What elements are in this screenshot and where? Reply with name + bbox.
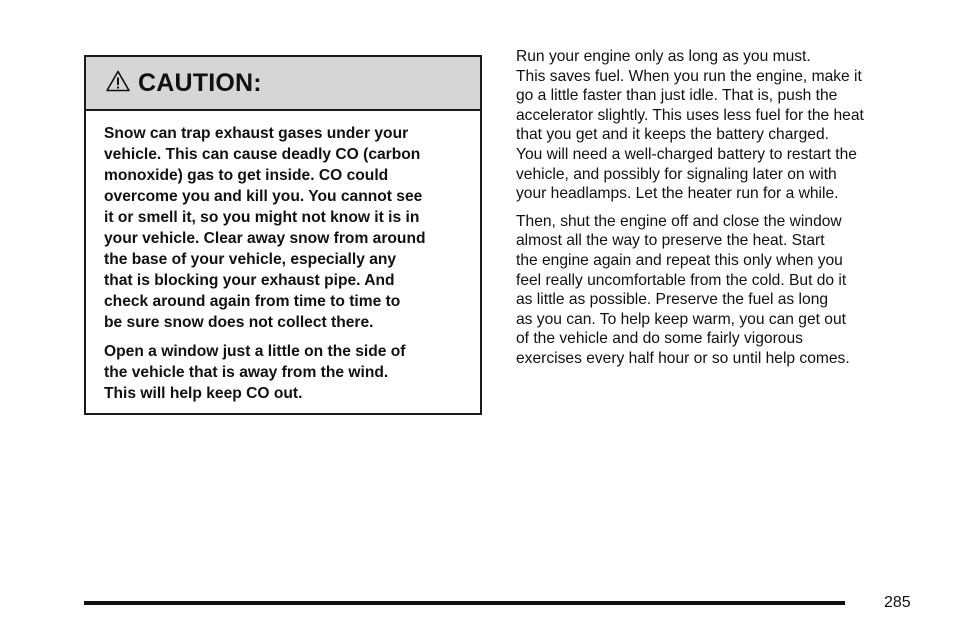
caution-header: [86, 57, 480, 111]
text-line: overcome you and kill you. You cannot see: [104, 188, 423, 205]
text-line: check around again from time to time to: [104, 293, 401, 310]
warning-triangle-icon: [106, 70, 130, 92]
text-line: Open a window just a little on the side of: [104, 343, 406, 360]
text-line: of the vehicle and do some fairly vigorous: [516, 330, 803, 348]
page-number: 285: [884, 594, 911, 611]
footer-rule: [84, 601, 845, 605]
caution-body: [86, 111, 480, 404]
text-line: go a little faster than just idle. That is, push the: [516, 87, 838, 105]
text-line: monoxide) gas to get inside. CO could: [104, 167, 389, 184]
text-line: vehicle, and possibly for signaling later on with: [516, 165, 837, 183]
text-line: Snow can trap exhaust gases under your: [104, 125, 409, 142]
text-line: This saves fuel. When you run the engine, make it: [516, 67, 862, 85]
text-line: your headlamps. Let the heater run for a while.: [516, 185, 839, 203]
text-line: almost all the way to preserve the heat. Start: [516, 232, 825, 250]
text-line: Run your engine only as long as you must.: [516, 48, 811, 65]
text-line: accelerator slightly. This uses less fuel for the heat: [516, 106, 864, 124]
caution-title: CAUTION:: [138, 68, 262, 97]
caution-paragraph: [104, 123, 466, 333]
text-line: the vehicle that is away from the wind.: [104, 364, 389, 381]
text-line: that you get and it keeps the battery charged.: [516, 126, 829, 144]
caution-paragraph: [104, 341, 466, 404]
body-text-column: [516, 47, 926, 377]
text-line: it or smell it, so you might not know it is in: [104, 209, 420, 226]
text-line: the base of your vehicle, especially any: [104, 251, 397, 268]
text-line: as little as possible. Preserve the fuel as long: [516, 291, 829, 309]
body-paragraph: [516, 212, 926, 369]
text-line: that is blocking your exhaust pipe. And: [104, 272, 395, 289]
text-line: be sure snow does not collect there.: [104, 314, 374, 331]
text-line: exercises every half hour or so until help comes.: [516, 349, 850, 367]
text-line: your vehicle. Clear away snow from around: [104, 230, 426, 247]
text-line: You will need a well-charged battery to restart the: [516, 145, 857, 163]
text-line: This will help keep CO out.: [104, 385, 303, 402]
text-line: as you can. To help keep warm, you can get out: [516, 310, 846, 328]
body-paragraph: [516, 47, 926, 204]
text-line: Then, shut the engine off and close the window: [516, 212, 842, 230]
text-line: the engine again and repeat this only when you: [516, 251, 843, 269]
caution-box: [84, 55, 482, 415]
text-line: vehicle. This can cause deadly CO (carbon: [104, 146, 421, 163]
text-line: feel really uncomfortable from the cold. But do it: [516, 271, 847, 289]
